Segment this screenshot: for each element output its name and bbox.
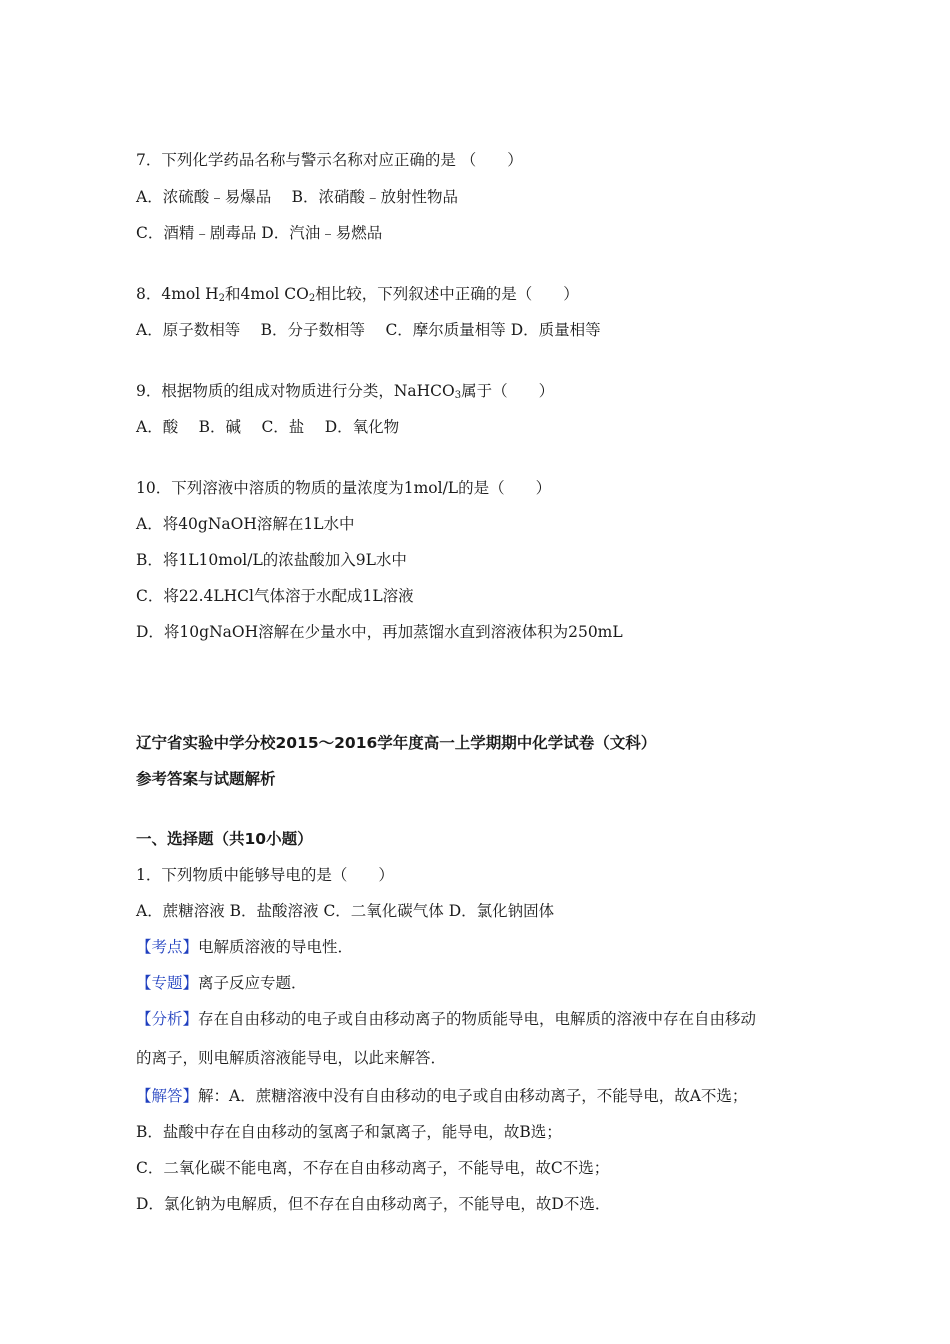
section-heading: 一、选择题（共10小题） <box>136 830 313 848</box>
q10-option-c: C．将22.4LHCl气体溶于水配成1L溶液 <box>136 587 414 605</box>
q7-stem: 7．下列化学药品名称与警示名称对应正确的是 （ ） <box>136 151 523 169</box>
zhuanti-tag: 【专题】 <box>136 974 199 992</box>
jieda-text-3: C．二氧化碳不能电离，不存在自由移动离子，不能导电，故C不选； <box>136 1159 610 1177</box>
q1-kaodian <box>136 937 353 957</box>
q9-stem-b: 属于（ ） <box>461 382 555 400</box>
q8-stem <box>136 284 579 304</box>
fenxi-text-1: 存在自由移动的电子或自由移动离子的物质能导电，电解质的溶液中存在自由移动 <box>198 1010 757 1028</box>
q8-subscript-co2: 2 <box>308 293 316 304</box>
q9-stem <box>136 381 554 401</box>
q1-options: A．蔗糖溶液 B．盐酸溶液 C．二氧化碳气体 D．氯化钠固体 <box>136 902 555 920</box>
q10-stem: 10．下列溶液中溶质的物质的量浓度为1mol/L的是（ ） <box>136 479 552 497</box>
q1-stem: 1．下列物质中能够导电的是（ ） <box>136 866 394 884</box>
fenxi-tag: 【分析】 <box>136 1010 199 1028</box>
q9-stem-a: 9．根据物质的组成对物质进行分类，NaHCO <box>136 382 455 400</box>
answer-title: 辽宁省实验中学分校2015～2016学年度高一上学期期中化学试卷（文科） <box>136 734 657 752</box>
jieda-text-2: B．盐酸中存在自由移动的氢离子和氯离子，能导电，故B选； <box>136 1123 562 1141</box>
jieda-tag: 【解答】 <box>136 1087 199 1105</box>
q8-subscript-h2: 2 <box>218 293 226 304</box>
zhuanti-text: 离子反应专题． <box>198 974 307 992</box>
jieda-text-1: 解：A．蔗糖溶液中没有自由移动的电子或自由移动离子，不能导电，故A不选； <box>198 1087 748 1105</box>
answer-subtitle: 参考答案与试题解析 <box>136 770 276 788</box>
kaodian-text: 电解质溶液的导电性． <box>198 938 354 956</box>
q1-zhuanti <box>136 973 307 993</box>
jieda-text-4: D．氯化钠为电解质，但不存在自由移动离子，不能导电，故D不选． <box>136 1195 611 1213</box>
q10-option-b: B．将1L10mol/L的浓盐酸加入9L水中 <box>136 551 407 569</box>
q8-options: A．原子数相等 B．分子数相等 C．摩尔质量相等 D．质量相等 <box>136 321 601 339</box>
q1-fenxi <box>136 1009 756 1029</box>
q9-options: A．酸 B．碱 C．盐 D．氧化物 <box>136 418 400 436</box>
q8-stem-c: 相比较，下列叙述中正确的是（ ） <box>315 285 579 303</box>
q8-stem-b: 和4mol CO <box>225 285 309 303</box>
q7-options-cd: C．酒精﹣剧毒品 D．汽油﹣易燃品 <box>136 224 383 242</box>
q9-subscript-3: 3 <box>454 390 462 401</box>
q8-stem-a: 8．4mol H <box>136 285 219 303</box>
q7-options-ab: A．浓硫酸﹣易爆品 B．浓硝酸﹣放射性物品 <box>136 188 459 206</box>
q1-jieda <box>136 1086 747 1106</box>
kaodian-tag: 【考点】 <box>136 938 199 956</box>
fenxi-text-2: 的离子，则电解质溶液能导电，以此来解答． <box>136 1049 447 1067</box>
q10-option-a: A．将40gNaOH溶解在1L水中 <box>136 515 355 533</box>
q10-option-d: D．将10gNaOH溶解在少量水中，再加蒸馏水直到溶液体积为250mL <box>136 623 623 641</box>
